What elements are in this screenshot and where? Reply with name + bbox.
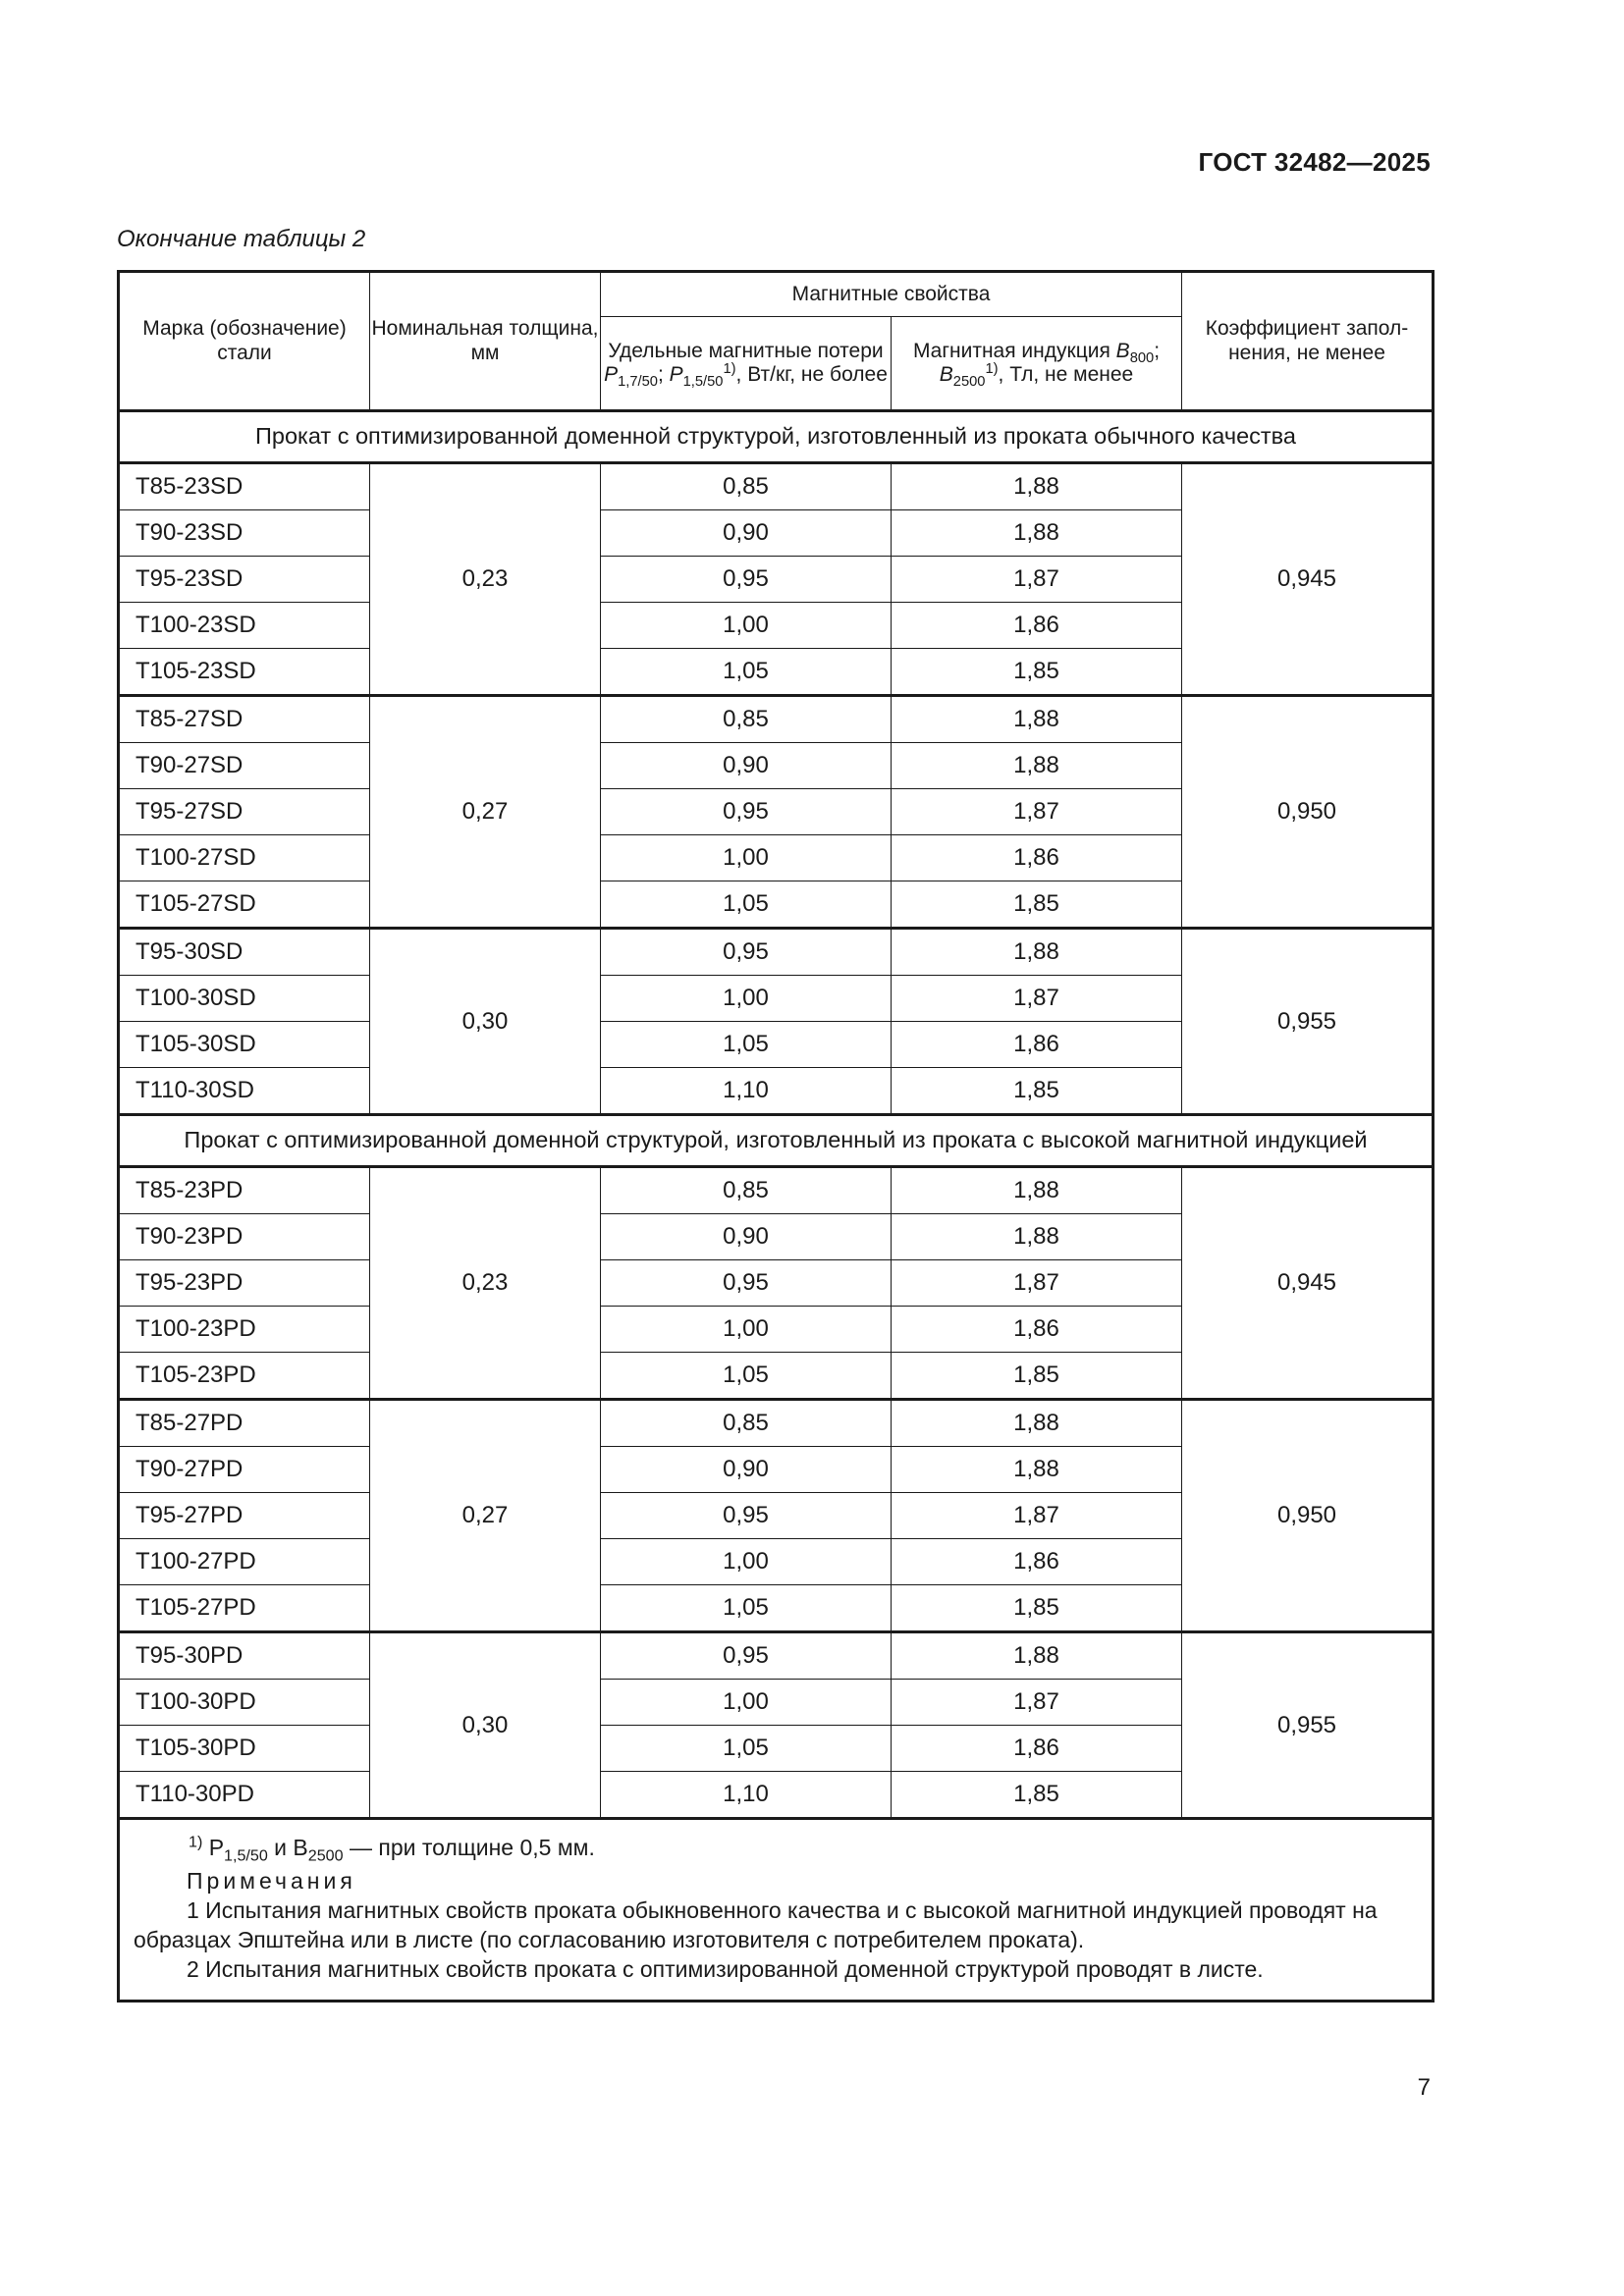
grade-cell: T105-27PD	[119, 1585, 370, 1632]
grade-cell: T105-23PD	[119, 1353, 370, 1400]
grade-cell: T110-30SD	[119, 1068, 370, 1115]
induction-cell: 1,88	[892, 1447, 1182, 1493]
header-induction	[892, 317, 1182, 411]
grade-cell: T100-30SD	[119, 976, 370, 1022]
thickness-cell: 0,30	[370, 1632, 601, 1819]
footnote-marker: 1)	[189, 1833, 203, 1851]
loss-cell: 1,05	[601, 1726, 892, 1772]
grade-cell: T100-23PD	[119, 1307, 370, 1353]
notes-title: Примечания	[187, 1867, 356, 1894]
header-loss-sep: ;	[657, 363, 670, 386]
magnetic-properties-table	[117, 270, 1435, 2002]
grade-cell: T90-27PD	[119, 1447, 370, 1493]
header-ind-b2: B	[939, 363, 953, 386]
footnote	[134, 1834, 1418, 1863]
induction-cell: 1,87	[892, 789, 1182, 835]
table-body	[119, 411, 1434, 1819]
notes-cell	[119, 1819, 1434, 2002]
grade-cell: T90-27SD	[119, 743, 370, 789]
fill-factor-cell: 0,945	[1182, 463, 1434, 696]
loss-cell: 1,00	[601, 603, 892, 649]
header-magnetic-properties: Магнитные свойства	[601, 272, 1182, 317]
induction-cell: 1,86	[892, 1022, 1182, 1068]
header-loss-p1: P	[604, 363, 619, 386]
loss-cell: 0,90	[601, 1447, 892, 1493]
induction-cell: 1,87	[892, 1680, 1182, 1726]
page-number: 7	[1417, 2074, 1431, 2101]
loss-cell: 0,95	[601, 1260, 892, 1307]
grade-cell: T90-23PD	[119, 1214, 370, 1260]
header-loss-footnote-ref: 1)	[723, 361, 736, 377]
section-title: Прокат с оптимизированной доменной структурой, изготовленный из проката с высокой магнитной индукцией	[119, 1115, 1434, 1167]
section-row	[119, 1115, 1434, 1167]
footnote-text: — при толщине 0,5 мм.	[343, 1835, 595, 1860]
header-ind-footnote-ref: 1)	[985, 361, 999, 377]
fill-factor-cell: 0,950	[1182, 696, 1434, 929]
loss-cell: 0,90	[601, 510, 892, 557]
header-induction-text: Магнитная индукция	[912, 339, 1116, 362]
induction-cell: 1,85	[892, 1772, 1182, 1819]
grade-cell: T95-23PD	[119, 1260, 370, 1307]
loss-cell: 1,05	[601, 1585, 892, 1632]
thickness-cell: 0,27	[370, 1400, 601, 1632]
loss-cell: 0,95	[601, 789, 892, 835]
loss-cell: 0,85	[601, 463, 892, 510]
note-1: 1 Испытания магнитных свойств проката обыкновенного качества и с высокой магнитной индукцией проводят на образцах Эпштейна или в листе (по согласованию изготовителя с потребителем проката).	[134, 1896, 1378, 1952]
grade-cell: T100-27PD	[119, 1539, 370, 1585]
loss-cell: 1,00	[601, 976, 892, 1022]
induction-cell: 1,87	[892, 1260, 1182, 1307]
grade-cell: T95-27SD	[119, 789, 370, 835]
grade-cell: T95-27PD	[119, 1493, 370, 1539]
fill-factor-cell: 0,955	[1182, 1632, 1434, 1819]
footnote-p: P	[208, 1835, 225, 1860]
loss-cell: 1,05	[601, 881, 892, 929]
loss-cell: 1,05	[601, 649, 892, 696]
footnote-p-sub: 1,5/50	[224, 1846, 268, 1865]
induction-cell: 1,85	[892, 649, 1182, 696]
table-row	[119, 1400, 1434, 1447]
grade-cell: T95-23SD	[119, 557, 370, 603]
induction-cell: 1,87	[892, 557, 1182, 603]
grade-cell: T100-23SD	[119, 603, 370, 649]
loss-cell: 0,85	[601, 1400, 892, 1447]
induction-cell: 1,88	[892, 743, 1182, 789]
induction-cell: 1,88	[892, 1632, 1182, 1680]
header-specific-loss	[601, 317, 892, 411]
grade-cell: T105-30PD	[119, 1726, 370, 1772]
thickness-cell: 0,30	[370, 929, 601, 1115]
induction-cell: 1,85	[892, 1585, 1182, 1632]
table-row	[119, 1167, 1434, 1214]
induction-cell: 1,88	[892, 510, 1182, 557]
loss-cell: 0,95	[601, 557, 892, 603]
loss-cell: 1,10	[601, 1772, 892, 1819]
grade-cell: T105-27SD	[119, 881, 370, 929]
loss-cell: 0,90	[601, 743, 892, 789]
header-induction-unit: , Тл, не менее	[998, 363, 1134, 386]
loss-cell: 1,05	[601, 1353, 892, 1400]
induction-cell: 1,88	[892, 1400, 1182, 1447]
induction-cell: 1,88	[892, 1167, 1182, 1214]
grade-cell: T95-30SD	[119, 929, 370, 976]
thickness-cell: 0,23	[370, 1167, 601, 1400]
grade-cell: T95-30PD	[119, 1632, 370, 1680]
section-title: Прокат с оптимизированной доменной структурой, изготовленный из проката обычного качества	[119, 411, 1434, 463]
loss-cell: 1,05	[601, 1022, 892, 1068]
induction-cell: 1,87	[892, 976, 1182, 1022]
induction-cell: 1,88	[892, 1214, 1182, 1260]
header-loss-sub2: 1,5/50	[682, 374, 724, 391]
loss-cell: 0,85	[601, 1167, 892, 1214]
grade-cell: T85-23SD	[119, 463, 370, 510]
note-2: 2 Испытания магнитных свойств проката с оптимизированной доменной структурой проводят в листе.	[187, 1955, 1264, 1982]
section-row	[119, 411, 1434, 463]
loss-cell: 0,95	[601, 1493, 892, 1539]
loss-cell: 1,00	[601, 835, 892, 881]
grade-cell: T105-23SD	[119, 649, 370, 696]
induction-cell: 1,88	[892, 929, 1182, 976]
grade-cell: T110-30PD	[119, 1772, 370, 1819]
table-row	[119, 463, 1434, 510]
induction-cell: 1,86	[892, 835, 1182, 881]
loss-cell: 0,90	[601, 1214, 892, 1260]
loss-cell: 1,00	[601, 1307, 892, 1353]
header-grade: Марка (обозначение) стали	[119, 272, 370, 411]
fill-factor-cell: 0,955	[1182, 929, 1434, 1115]
grade-cell: T85-23PD	[119, 1167, 370, 1214]
induction-cell: 1,86	[892, 1539, 1182, 1585]
grade-cell: T85-27PD	[119, 1400, 370, 1447]
header-loss-sub1: 1,7/50	[618, 374, 658, 391]
document-code: ГОСТ 32482—2025	[1198, 147, 1431, 177]
grade-cell: T100-30PD	[119, 1680, 370, 1726]
thickness-cell: 0,27	[370, 696, 601, 929]
header-ind-sub1: 800	[1129, 350, 1155, 367]
induction-cell: 1,85	[892, 881, 1182, 929]
footnote-and: и B	[267, 1835, 308, 1860]
loss-cell: 0,95	[601, 1632, 892, 1680]
grade-cell: T105-30SD	[119, 1022, 370, 1068]
induction-cell: 1,85	[892, 1353, 1182, 1400]
header-specific-loss-text: Удельные магнитные потери	[608, 339, 884, 362]
induction-cell: 1,88	[892, 463, 1182, 510]
induction-cell: 1,86	[892, 603, 1182, 649]
loss-cell: 1,10	[601, 1068, 892, 1115]
loss-cell: 1,00	[601, 1539, 892, 1585]
header-loss-p2: P	[669, 363, 683, 386]
header-ind-sub2: 2500	[952, 374, 986, 391]
induction-cell: 1,86	[892, 1307, 1182, 1353]
induction-cell: 1,87	[892, 1493, 1182, 1539]
induction-cell: 1,86	[892, 1726, 1182, 1772]
loss-cell: 0,85	[601, 696, 892, 743]
grade-cell: T100-27SD	[119, 835, 370, 881]
footnote-b-sub: 2500	[307, 1846, 344, 1865]
header-ind-b1: B	[1115, 339, 1130, 362]
loss-cell: 1,00	[601, 1680, 892, 1726]
header-loss-unit: , Вт/кг, не более	[735, 363, 888, 386]
header-fill-factor: Коэффициент запол-нения, не менее	[1182, 272, 1434, 411]
fill-factor-cell: 0,945	[1182, 1167, 1434, 1400]
table-row	[119, 929, 1434, 976]
induction-cell: 1,88	[892, 696, 1182, 743]
header-thickness: Номинальная толщина, мм	[370, 272, 601, 411]
induction-cell: 1,85	[892, 1068, 1182, 1115]
loss-cell: 0,95	[601, 929, 892, 976]
table-row	[119, 1632, 1434, 1680]
table-caption: Окончание таблицы 2	[117, 226, 366, 252]
thickness-cell: 0,23	[370, 463, 601, 696]
grade-cell: T90-23SD	[119, 510, 370, 557]
table-row	[119, 696, 1434, 743]
header-ind-sep: ;	[1154, 339, 1161, 362]
grade-cell: T85-27SD	[119, 696, 370, 743]
fill-factor-cell: 0,950	[1182, 1400, 1434, 1632]
